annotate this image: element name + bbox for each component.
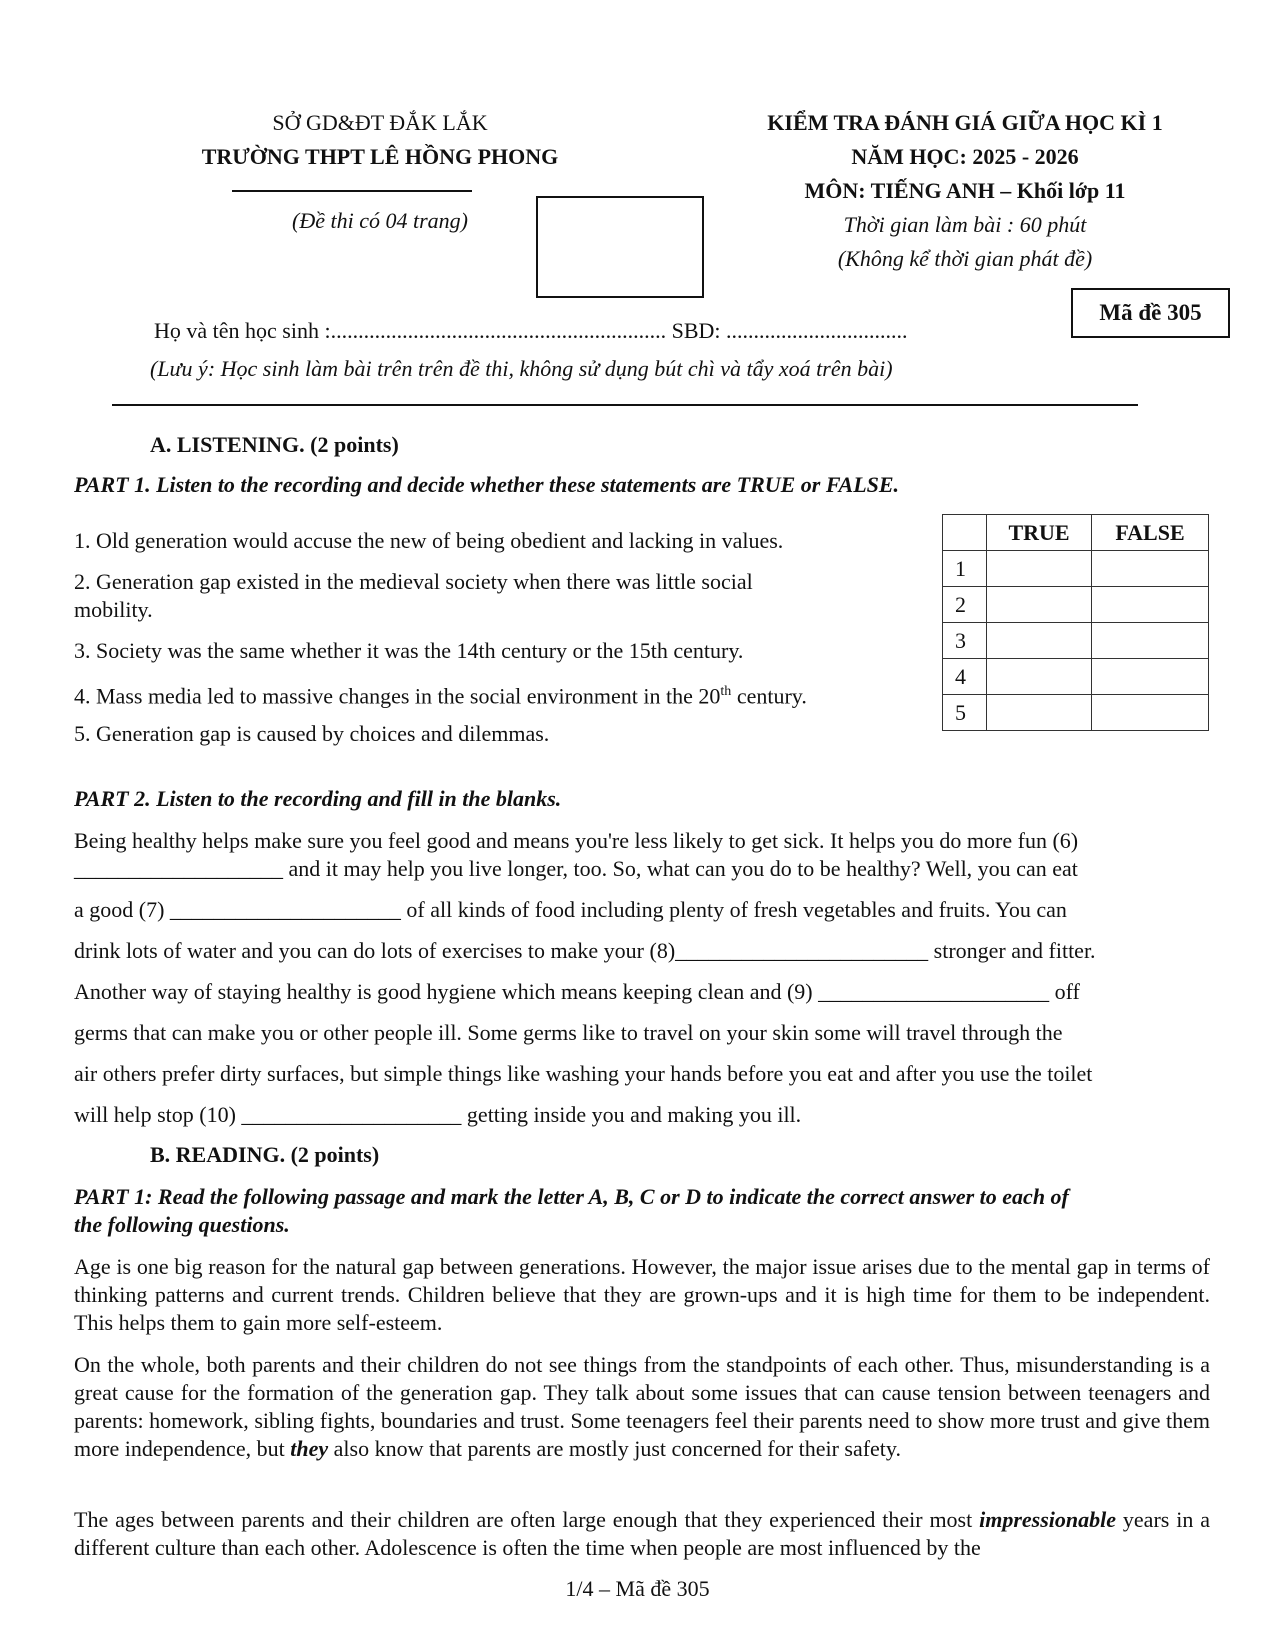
- paragraph-2-text-b: also know that parents are mostly just concerned for their safety.: [328, 1436, 901, 1461]
- table-row: [943, 623, 1209, 659]
- table-header-row: [943, 515, 1209, 551]
- false-cell[interactable]: [1092, 623, 1209, 659]
- pages-note: (Đề thi có 04 trang): [292, 208, 468, 233]
- department-name: SỞ GD&ĐT ĐẮK LẮK: [272, 110, 488, 135]
- reading-paragraph-2: [74, 1351, 1210, 1463]
- school-year: NĂM HỌC: 2025 - 2026: [851, 144, 1079, 169]
- reading-title: B. READING. (2 points): [150, 1142, 380, 1167]
- row-number: 2: [943, 587, 987, 623]
- false-cell[interactable]: [1092, 695, 1209, 731]
- true-cell[interactable]: [987, 551, 1092, 587]
- listening-part2-title: PART 2. Listen to the recording and fill in the blanks.: [74, 786, 562, 811]
- statement-4-sup: th: [720, 684, 732, 699]
- fill-line-1: Being healthy helps make sure you feel good and means you're less likely to get sick. It helps you do more fun (6): [74, 828, 1079, 853]
- emphasis-they: they: [290, 1436, 329, 1461]
- page-footer: 1/4 – Mã đề 305: [565, 1576, 710, 1601]
- table-row: [943, 587, 1209, 623]
- row-number: 3: [943, 623, 987, 659]
- false-cell[interactable]: [1092, 587, 1209, 623]
- subject: MÔN: TIẾNG ANH – Khối lớp 11: [804, 178, 1126, 203]
- statement-2: 2. Generation gap existed in the medieval society when there was little social: [74, 569, 753, 594]
- emphasis-impressionable: impressionable: [979, 1507, 1117, 1532]
- fill-line-8: will help stop (10) ____________________ getting inside you and making you ill.: [74, 1102, 802, 1127]
- fill-line-7: air others prefer dirty surfaces, but simple things like washing your hands before you eat and after you use the toilet: [74, 1061, 1093, 1086]
- exam-code: Mã đề 305: [1071, 288, 1230, 338]
- fill-line-4: drink lots of water and you can do lots of exercises to make your (8)_______________________ stronger and fitter.: [74, 938, 1096, 963]
- statement-1: 1. Old generation would accuse the new of being obedient and lacking in values.: [74, 528, 784, 553]
- listening-part1-title: PART 1. Listen to the recording and decide whether these statements are TRUE or FALSE.: [74, 472, 900, 497]
- table-corner-cell: [943, 515, 987, 551]
- row-number: 1: [943, 551, 987, 587]
- header-divider: [232, 190, 472, 192]
- table-row: [943, 659, 1209, 695]
- true-cell[interactable]: [987, 695, 1092, 731]
- fill-line-2: ___________________ and it may help you live longer, too. So, what can you do to be healthy? Well, you can eat: [74, 856, 1078, 881]
- listening-title: A. LISTENING. (2 points): [150, 432, 399, 457]
- statement-4-end: century.: [731, 683, 807, 709]
- duration-note: (Không kể thời gian phát đề): [837, 246, 1093, 271]
- statement-5: 5. Generation gap is caused by choices and dilemmas.: [74, 721, 550, 746]
- row-number: 4: [943, 659, 987, 695]
- statement-4: [74, 678, 924, 710]
- header-right: [720, 106, 1210, 276]
- reading-part1-title-line1: PART 1: Read the following passage and mark the letter A, B, C or D to indicate the correct answer to each of: [74, 1184, 1069, 1209]
- exam-title: KIỂM TRA ĐÁNH GIÁ GIỮA HỌC KÌ 1: [767, 110, 1163, 135]
- fill-line-6: germs that can make you or other people ill. Some germs like to travel on your skin some will travel through the: [74, 1020, 1063, 1045]
- true-false-table: [942, 514, 1209, 731]
- reading-part1-title-line2: the following questions.: [74, 1212, 290, 1237]
- table-row: [943, 695, 1209, 731]
- row-number: 5: [943, 695, 987, 731]
- table-row: [943, 551, 1209, 587]
- school-name: TRƯỜNG THPT LÊ HỒNG PHONG: [201, 144, 559, 169]
- student-info-line: Họ và tên học sinh :............................................................. SBD: .................................: [154, 318, 908, 343]
- true-cell[interactable]: [987, 587, 1092, 623]
- statement-2-cont: mobility.: [74, 597, 153, 622]
- paragraph-3-text-b: years in a different culture than each other. Adolescence is often the time when people are most influenced by the: [74, 1507, 1210, 1560]
- statement-4-text: 4. Mass media led to massive changes in the social environment in the 20: [74, 683, 721, 709]
- fill-line-3: a good (7) _____________________ of all kinds of food including plenty of fresh vegetables and fruits. You can: [74, 897, 1067, 922]
- header-separator: [112, 404, 1138, 406]
- paragraph-2-text-a: On the whole, both parents and their children do not see things from the standpoints of each other. Thus, misunderstanding is a great cause for the formation of the generation gap. They talk about some issues that can cause tension between teenagers and parents: homework, sibling fights, boundaries and trust. Some teenagers feel their parents need to show more trust and give them more independence, but: [74, 1352, 1210, 1461]
- false-cell[interactable]: [1092, 551, 1209, 587]
- col-false-header: FALSE: [1092, 515, 1209, 551]
- reading-paragraph-3: [74, 1506, 1210, 1562]
- col-true-header: TRUE: [987, 515, 1092, 551]
- statement-3: 3. Society was the same whether it was the 14th century or the 15th century.: [74, 638, 744, 663]
- reading-paragraph-1: Age is one big reason for the natural gap between generations. However, the major issue arises due to the mental gap in terms of thinking patterns and current trends. Children believe that they are grown-ups and it is high time for them to be independent. This helps them to gain more self-esteem.: [74, 1254, 1210, 1335]
- instruction-note: (Lưu ý: Học sinh làm bài trên trên đề thi, không sử dụng bút chì và tẩy xoá trên bài): [150, 356, 893, 381]
- false-cell[interactable]: [1092, 659, 1209, 695]
- paragraph-3-text-a: The ages between parents and their children are often large enough that they experienced their most: [74, 1507, 980, 1532]
- true-cell[interactable]: [987, 659, 1092, 695]
- score-box: [536, 196, 704, 298]
- duration: Thời gian làm bài : 60 phút: [843, 212, 1087, 237]
- fill-line-5: Another way of staying healthy is good hygiene which means keeping clean and (9) _____________________ off: [74, 979, 1080, 1004]
- true-cell[interactable]: [987, 623, 1092, 659]
